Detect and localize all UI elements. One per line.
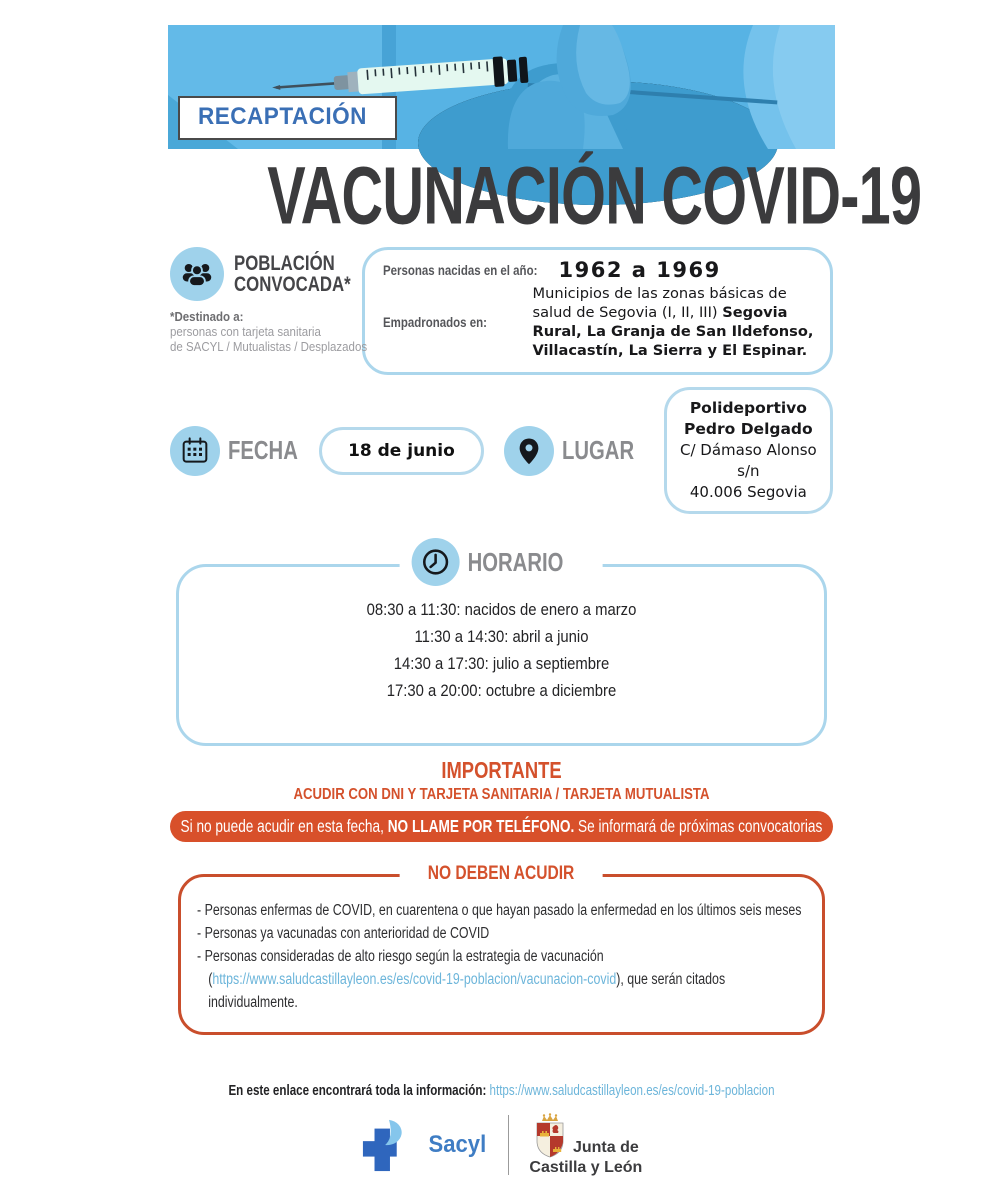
- calendar-icon: [170, 426, 220, 476]
- logo-divider: [508, 1115, 509, 1175]
- people-icon: [170, 247, 224, 301]
- clock-icon: [412, 538, 460, 586]
- lugar-label: LUGAR: [562, 435, 634, 466]
- info-line: [140, 1083, 863, 1099]
- no-deben-acudir-box: [178, 874, 825, 1035]
- empadronados-normal: Municipios de las zonas básicas de salud de Segovia (I, II, III): [533, 285, 787, 321]
- junta-shield-icon: [533, 1113, 567, 1159]
- vaccination-poster: [140, 25, 863, 1049]
- lugar-line3: 40.006 Segovia: [677, 482, 819, 503]
- horario-label: HORARIO: [468, 547, 564, 578]
- no-deben-acudir-title: NO DEBEN ACUDIR: [428, 863, 575, 885]
- empadronados-value: [533, 284, 818, 360]
- sacyl-logo: [360, 1117, 489, 1173]
- fecha-value: 18 de junio: [348, 441, 455, 461]
- importante-title: IMPORTANTE: [212, 757, 790, 784]
- horario-slot: 17:30 a 20:00: octubre a diciembre: [211, 678, 792, 705]
- empadronados-bold: Segovia Rural, La Granja de San Ildefonso, Villacastín, La Sierra y El Espinar.: [533, 304, 814, 359]
- list-item: [197, 945, 805, 1014]
- no-llame-banner: [170, 811, 833, 842]
- fecha-label: FECHA: [228, 435, 298, 466]
- poblacion-left-column: [170, 247, 362, 375]
- empadronados-label: Empadronados en:: [383, 314, 506, 330]
- junta-wordmark-line1: Junta de: [573, 1139, 639, 1157]
- header-photo-banner: [168, 25, 835, 149]
- horario-slot: 14:30 a 17:30: julio a septiembre: [211, 651, 792, 678]
- no-deben-acudir-header: [400, 863, 603, 885]
- sacyl-wordmark: Sacyl: [428, 1131, 486, 1159]
- footnote-line2: de SACYL / Mutualistas / Desplazados: [170, 340, 347, 355]
- banner-text-pre: Si no puede acudir en esta fecha,: [180, 816, 387, 836]
- item3-text-pre: - Personas consideradas de alto riesgo según la estrategia de vacunación (: [197, 948, 604, 988]
- horario-slot: 08:30 a 11:30: nacidos de enero a marzo: [211, 597, 792, 624]
- footnote-title: *Destinado a:: [170, 310, 347, 325]
- poblacion-section: [170, 247, 833, 375]
- horario-box: [176, 564, 827, 746]
- poblacion-footnote: [170, 310, 362, 355]
- link-part2[interactable]: covid-19-poblacion/vacunacion-covid: [412, 971, 615, 988]
- recaptacion-label: RECAPTACIÓN: [198, 103, 367, 131]
- lugar-line1: Polideportivo Pedro Delgado: [677, 398, 819, 440]
- pin-icon: [504, 426, 554, 476]
- list-item: - Personas enfermas de COVID, en cuarentena o que hayan pasado la enfermedad en los últimos seis meses: [197, 899, 805, 922]
- no-llame-text: [180, 816, 822, 837]
- poblacion-info-box: [362, 247, 833, 375]
- no-deben-acudir-section: [178, 874, 825, 1035]
- junta-logo: [529, 1113, 642, 1177]
- recaptacion-tag: [178, 96, 398, 140]
- title-row: [140, 151, 863, 241]
- fecha-value-pill: [319, 427, 484, 475]
- sacyl-cross-icon: [360, 1117, 418, 1173]
- lugar-address-box: [664, 387, 832, 514]
- page-title: VACUNACIÓN COVID-19: [267, 150, 921, 242]
- link-part1[interactable]: https://www.saludcastillayleon.es/es/: [212, 971, 413, 988]
- info-line-text: [212, 1083, 790, 1099]
- fecha-lugar-section: [170, 387, 833, 514]
- poblacion-heading-line1: POBLACIÓN: [234, 253, 351, 274]
- nacidos-label: Personas nacidas en el año:: [383, 262, 506, 278]
- junta-wordmark-line2: Castilla y León: [529, 1159, 642, 1177]
- banner-text-post: Se informará de próximas convocatorias: [574, 816, 822, 836]
- lugar-line2: C/ Dámaso Alonso s/n: [677, 440, 819, 482]
- covid-19-poblacion-link[interactable]: https://www.saludcastillayleon.es/es/covid-19-poblacion: [489, 1083, 774, 1099]
- list-item: - Personas ya vacunadas con anterioridad de COVID: [197, 922, 805, 945]
- poblacion-heading: [234, 253, 380, 295]
- nacidos-value: 1962 a 1969: [533, 258, 818, 282]
- footnote-line1: personas con tarjeta sanitaria: [170, 325, 347, 340]
- info-label: En este enlace encontrará toda la información:: [228, 1083, 486, 1099]
- importante-subtitle: ACUDIR CON DNI Y TARJETA SANITARIA / TARJETA MUTUALISTA: [194, 786, 809, 804]
- horario-slot: 11:30 a 14:30: abril a junio: [211, 624, 792, 651]
- horario-header: [400, 538, 603, 586]
- banner-text-bold: NO LLAME POR TELÉFONO.: [387, 816, 574, 836]
- poblacion-heading-line2: CONVOCADA*: [234, 274, 351, 295]
- item3-text-post: ), que serán citados individualmente.: [208, 971, 725, 1011]
- horario-section: [176, 564, 827, 746]
- footer-logos: [140, 1113, 863, 1177]
- vacunacion-covid-link[interactable]: [212, 971, 616, 988]
